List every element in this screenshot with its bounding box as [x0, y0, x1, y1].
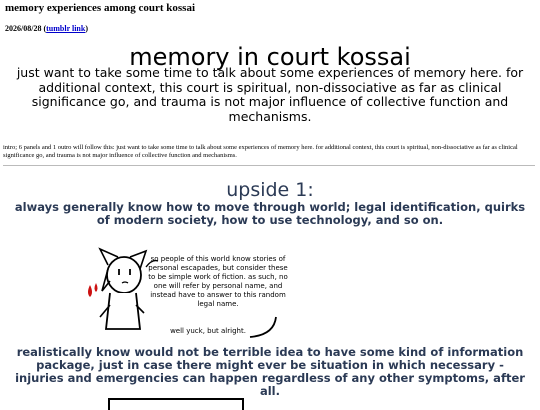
section-body: realistically know would not be terrible idea to have some kind of information package, just in case there might ever be situation in which necessary - injuries and emergencies can happen regardless of any other symptoms, after all. [15, 345, 525, 398]
post-date: 2026/08/28 [5, 24, 42, 33]
post-meta [5, 24, 88, 33]
next-panel-frame [108, 398, 244, 410]
link-close: ) [85, 24, 88, 33]
comic-speech: so people of this world know stories of personal escapades, but consider these to be simple work of fiction. as such, no one will refer by personal name, and instead have to answer to this random legal name. [148, 255, 288, 308]
page-subtitle: just want to take some time to talk about some experiences of memory here. for additional context, this court is spiritual, non-dissociative as far as clinical significance go, and trauma is not major influence of collective function and mechanisms. [16, 65, 524, 124]
comic-reply: well yuck, but alright. [170, 327, 246, 335]
comic-panel [78, 247, 288, 347]
section-title: upside 1: [226, 179, 314, 201]
intro-text: intro; 6 panels and 1 outro will follow this: just want to take some time to talk about some experiences of memory here. for additional context, this court is spiritual, non-dissociative as far as clinical significance go, and trauma is not major influence of collective function and mechanisms. [3, 144, 518, 159]
section-subtitle: always generally know how to move through world; legal identification, quirks of modern society, how to use technology, and so on. [14, 200, 526, 227]
tumblr-link[interactable]: tumblr link [46, 24, 86, 33]
divider [3, 165, 535, 166]
post-title: memory experiences among court kossai [5, 2, 196, 14]
page-title: memory in court kossai [129, 43, 411, 71]
link-open: ( [43, 24, 47, 33]
